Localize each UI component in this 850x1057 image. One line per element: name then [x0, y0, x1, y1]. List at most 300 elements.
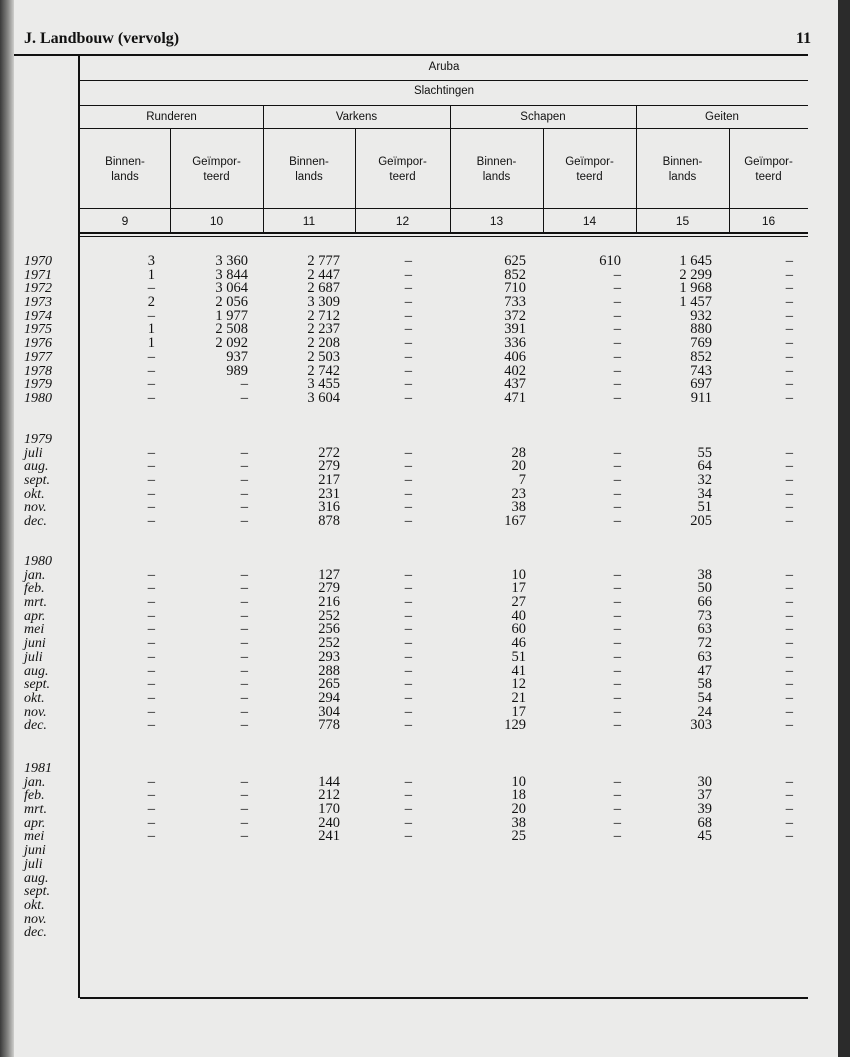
- cell-col-16: [729, 872, 808, 886]
- cell-col-10: [170, 858, 263, 872]
- subheader: Binnen- lands: [662, 156, 703, 183]
- row-label: feb.: [24, 788, 45, 804]
- cell-col-10: –: [240, 594, 248, 611]
- cell-col-10: –: [240, 635, 248, 652]
- cell-col-9: –: [147, 676, 155, 693]
- cell-col-12: –: [404, 676, 412, 693]
- row-label: juli: [24, 649, 43, 665]
- cell-col-12: –: [404, 266, 412, 283]
- cell-col-16: [729, 433, 808, 447]
- cell-col-14: –: [613, 485, 621, 502]
- cell-col-15: 45: [697, 828, 712, 845]
- cell-col-11: 3 455: [307, 376, 340, 393]
- cell-col-15: 911: [690, 389, 712, 406]
- row-label: feb.: [24, 581, 45, 597]
- row-label: dec.: [24, 514, 47, 530]
- cell-col-15: 743: [690, 362, 712, 379]
- cell-col-15: [636, 762, 729, 776]
- cell-col-12: –: [404, 648, 412, 665]
- cell-col-14: –: [613, 676, 621, 693]
- cell-col-10: –: [240, 566, 248, 583]
- cell-col-16: –: [785, 458, 793, 475]
- row-label: juli: [24, 856, 43, 872]
- section-title: J. Landbouw (vervolg): [24, 30, 180, 47]
- cell-col-16: [729, 913, 808, 927]
- cell-col-10: –: [240, 801, 248, 818]
- table-row: [22, 830, 808, 844]
- cell-col-13: 21: [511, 689, 526, 706]
- row-label: 1975: [24, 322, 52, 338]
- cell-col-13: 18: [511, 787, 526, 804]
- cell-col-11: [263, 762, 355, 776]
- cell-col-11: 212: [318, 787, 340, 804]
- cell-col-11: 265: [318, 676, 340, 693]
- cell-col-11: 240: [318, 814, 340, 831]
- cell-col-13: 27: [511, 594, 526, 611]
- table-row: [22, 648, 808, 665]
- cell-col-12: [355, 762, 450, 776]
- table-row: [22, 789, 808, 803]
- cell-col-9: –: [147, 580, 155, 597]
- cell-col-12: –: [404, 566, 412, 583]
- cell-col-15: [636, 555, 729, 569]
- cell-col-10: –: [240, 676, 248, 693]
- cell-col-12: –: [404, 280, 412, 297]
- row-label: aug.: [24, 870, 49, 886]
- cell-col-14: –: [613, 703, 621, 720]
- cell-col-11: 216: [318, 594, 340, 611]
- cell-col-15: 30: [697, 773, 712, 790]
- cell-col-11: [263, 858, 355, 872]
- cell-col-16: –: [785, 814, 793, 831]
- cell-col-12: –: [404, 335, 412, 352]
- cell-col-11: 170: [318, 801, 340, 818]
- cell-col-10: [170, 926, 263, 940]
- cell-col-14: [543, 858, 636, 872]
- cell-col-14: –: [613, 717, 621, 734]
- cell-col-14: –: [613, 513, 621, 530]
- page-number: 11: [796, 30, 812, 47]
- cell-col-11: 878: [318, 513, 340, 530]
- row-label: 1972: [24, 281, 52, 297]
- cell-col-11: [263, 872, 355, 886]
- cell-col-13: 28: [511, 444, 526, 461]
- cell-col-9: –: [147, 607, 155, 624]
- cell-col-15: [636, 913, 729, 927]
- cell-col-15: 2 299: [679, 266, 712, 283]
- subtitle-header: Slachtingen: [413, 85, 475, 97]
- cell-col-15: 303: [690, 717, 712, 734]
- row-label: okt.: [24, 690, 45, 706]
- table-row: [22, 623, 808, 637]
- row-label: juni: [24, 636, 46, 652]
- cell-col-15: [636, 926, 729, 940]
- cell-col-9: 1: [147, 321, 155, 338]
- cell-col-10: [170, 762, 263, 776]
- cell-col-16: –: [785, 348, 793, 365]
- table-row: [22, 607, 808, 624]
- cell-col-16: –: [785, 321, 793, 338]
- subheader: Binnen- lands: [105, 156, 145, 183]
- cell-col-14: –: [613, 294, 621, 311]
- cell-col-9: [80, 913, 170, 927]
- cell-col-9: 2: [147, 294, 155, 311]
- table-row: [22, 460, 808, 474]
- cell-col-16: –: [785, 389, 793, 406]
- cell-col-14: [543, 872, 636, 886]
- cell-col-11: [263, 926, 355, 940]
- row-label: 1978: [24, 363, 52, 379]
- cell-col-15: [636, 872, 729, 886]
- rule: [80, 80, 808, 81]
- cell-col-14: [543, 555, 636, 569]
- cell-col-11: 304: [318, 703, 340, 720]
- cell-col-9: –: [147, 703, 155, 720]
- cell-col-15: 852: [690, 348, 712, 365]
- cell-col-15: 1 457: [679, 294, 712, 311]
- cell-col-13: 852: [504, 266, 526, 283]
- column-number: 10: [209, 214, 224, 228]
- cell-col-14: [543, 899, 636, 913]
- row-label: dec.: [24, 925, 47, 941]
- cell-col-14: –: [613, 607, 621, 624]
- cell-col-9: [80, 762, 170, 776]
- cell-col-12: –: [404, 458, 412, 475]
- cell-col-11: 279: [318, 580, 340, 597]
- cell-col-16: –: [785, 362, 793, 379]
- cell-col-9: –: [147, 787, 155, 804]
- cell-col-15: 63: [697, 648, 712, 665]
- cell-col-14: –: [613, 814, 621, 831]
- cell-col-10: –: [240, 787, 248, 804]
- cell-col-10: [170, 899, 263, 913]
- row-label: dec.: [24, 718, 47, 734]
- cell-col-10: [170, 885, 263, 899]
- cell-col-12: –: [404, 321, 412, 338]
- cell-col-9: –: [147, 513, 155, 530]
- cell-col-9: 3: [147, 253, 155, 269]
- row-label: nov.: [24, 500, 47, 516]
- cell-col-9: –: [147, 566, 155, 583]
- cell-col-13: 12: [511, 676, 526, 693]
- cell-col-14: [543, 844, 636, 858]
- cell-col-10: –: [240, 648, 248, 665]
- cell-col-9: –: [147, 376, 155, 393]
- row-label: aug.: [24, 663, 49, 679]
- cell-col-15: 205: [690, 513, 712, 530]
- row-label: okt.: [24, 897, 45, 913]
- cell-col-11: 252: [318, 635, 340, 652]
- table-row: [22, 678, 808, 692]
- cell-col-12: [355, 844, 450, 858]
- cell-col-12: [355, 913, 450, 927]
- cell-col-16: [729, 926, 808, 940]
- cell-col-16: –: [785, 499, 793, 516]
- cell-col-13: 38: [511, 814, 526, 831]
- cell-col-14: –: [613, 458, 621, 475]
- cell-col-13: 437: [504, 376, 526, 393]
- cell-col-9: –: [147, 280, 155, 297]
- row-label: juli: [24, 445, 43, 461]
- cell-col-13: [450, 858, 543, 872]
- cell-col-12: [355, 858, 450, 872]
- cell-col-13: 40: [511, 607, 526, 624]
- cell-col-14: –: [613, 566, 621, 583]
- table-row: [22, 474, 808, 488]
- cell-col-12: –: [404, 689, 412, 706]
- row-label: sept.: [24, 884, 51, 900]
- cell-col-9: [80, 899, 170, 913]
- cell-col-11: 241: [318, 828, 340, 845]
- cell-col-9: [80, 885, 170, 899]
- subheader: Binnen- lands: [289, 156, 329, 183]
- cell-col-13: 51: [511, 648, 526, 665]
- cell-col-16: –: [785, 689, 793, 706]
- cell-col-11: 2 208: [307, 335, 340, 352]
- row-label: mei: [24, 622, 45, 638]
- cell-col-16: –: [785, 717, 793, 734]
- row-label: 1979: [24, 377, 52, 393]
- cell-col-13: [450, 872, 543, 886]
- group-header-geiten: Geiten: [705, 111, 739, 123]
- cell-col-15: [636, 858, 729, 872]
- cell-col-12: [355, 899, 450, 913]
- cell-col-13: [450, 913, 543, 927]
- cell-col-10: –: [240, 814, 248, 831]
- subheader: Geïmpor- teerd: [565, 156, 614, 183]
- cell-col-11: 778: [318, 717, 340, 734]
- cell-col-16: –: [785, 513, 793, 530]
- cell-col-13: [450, 926, 543, 940]
- column-number: 14: [582, 214, 597, 228]
- cell-col-16: –: [785, 253, 793, 269]
- rule-double: [80, 236, 808, 237]
- cell-col-12: [355, 555, 450, 569]
- cell-col-13: 336: [504, 335, 526, 352]
- cell-col-10: 2 092: [215, 335, 248, 352]
- cell-col-9: –: [147, 828, 155, 845]
- cell-col-13: 402: [504, 362, 526, 379]
- column-number: 9: [121, 214, 129, 228]
- cell-col-14: –: [613, 689, 621, 706]
- cell-col-14: –: [613, 335, 621, 352]
- cell-col-13: 60: [511, 621, 526, 638]
- cell-col-10: –: [240, 472, 248, 489]
- cell-col-9: [80, 926, 170, 940]
- table-row: [22, 814, 808, 831]
- cell-col-11: [263, 555, 355, 569]
- cell-col-15: 47: [697, 662, 712, 679]
- cell-col-9: –: [147, 362, 155, 379]
- table-row: [22, 485, 808, 502]
- group-header-varkens: Varkens: [335, 111, 378, 123]
- cell-col-10: 3 064: [215, 280, 248, 297]
- cell-col-15: 32: [697, 472, 712, 489]
- row-label: juni: [24, 843, 46, 859]
- table-row: [22, 872, 808, 886]
- cell-col-10: –: [240, 580, 248, 597]
- cell-col-10: –: [240, 444, 248, 461]
- row-label: 1979: [24, 432, 52, 447]
- cell-col-15: [636, 885, 729, 899]
- cell-col-16: –: [785, 648, 793, 665]
- cell-col-14: –: [613, 662, 621, 679]
- cell-col-9: –: [147, 348, 155, 365]
- cell-col-13: 23: [511, 485, 526, 502]
- table-row: [22, 885, 808, 899]
- cell-col-14: [543, 762, 636, 776]
- table-row: [22, 389, 808, 406]
- cell-col-11: 279: [318, 458, 340, 475]
- table-row: [22, 689, 808, 706]
- cell-col-10: –: [240, 621, 248, 638]
- yearly-block: [22, 255, 808, 406]
- cell-col-15: 39: [697, 801, 712, 818]
- cell-col-9: –: [147, 444, 155, 461]
- cell-col-14: –: [613, 801, 621, 818]
- cell-col-10: 989: [226, 362, 248, 379]
- table-row: [22, 803, 808, 817]
- cell-col-9: –: [147, 717, 155, 734]
- cell-col-12: –: [404, 307, 412, 324]
- cell-col-16: –: [785, 472, 793, 489]
- cell-col-9: –: [147, 458, 155, 475]
- table-row: [22, 858, 808, 872]
- cell-col-9: –: [147, 648, 155, 665]
- cell-col-14: –: [613, 376, 621, 393]
- cell-col-13: 372: [504, 307, 526, 324]
- table-row: [22, 913, 808, 927]
- cell-col-10: –: [240, 689, 248, 706]
- cell-col-11: 2 777: [307, 253, 340, 269]
- cell-col-9: –: [147, 814, 155, 831]
- cell-col-12: –: [404, 485, 412, 502]
- cell-col-13: 391: [504, 321, 526, 338]
- cell-col-14: –: [613, 828, 621, 845]
- column-number: 13: [489, 214, 504, 228]
- cell-col-11: 231: [318, 485, 340, 502]
- table-row: [22, 596, 808, 610]
- row-label: 1976: [24, 336, 52, 352]
- cell-col-11: 2 742: [307, 362, 340, 379]
- cell-col-16: –: [785, 580, 793, 597]
- cell-col-12: –: [404, 444, 412, 461]
- cell-col-15: 880: [690, 321, 712, 338]
- cell-col-16: –: [785, 635, 793, 652]
- row-label: mrt.: [24, 595, 47, 611]
- cell-col-15: 55: [697, 444, 712, 461]
- cell-col-10: [170, 913, 263, 927]
- group-header-runderen: Runderen: [146, 111, 197, 123]
- cell-col-11: [263, 844, 355, 858]
- cell-col-14: –: [613, 348, 621, 365]
- cell-col-14: –: [613, 266, 621, 283]
- cell-col-10: –: [240, 389, 248, 406]
- cell-col-15: 1 968: [679, 280, 712, 297]
- cell-col-12: –: [404, 828, 412, 845]
- cell-col-15: 50: [697, 580, 712, 597]
- monthly-block-1979: [22, 433, 808, 529]
- cell-col-12: –: [404, 594, 412, 611]
- cell-col-14: –: [613, 307, 621, 324]
- cell-col-10: 2 508: [215, 321, 248, 338]
- row-label: 1980: [24, 390, 52, 406]
- cell-col-16: –: [785, 335, 793, 352]
- cell-col-9: [80, 844, 170, 858]
- cell-col-14: –: [613, 773, 621, 790]
- cell-col-11: 2 687: [307, 280, 340, 297]
- row-label: aug.: [24, 459, 49, 475]
- cell-col-14: –: [613, 594, 621, 611]
- cell-col-12: –: [404, 499, 412, 516]
- cell-col-9: [80, 872, 170, 886]
- cell-col-11: 272: [318, 444, 340, 461]
- monthly-block-1980: [22, 555, 808, 733]
- table-row: [22, 515, 808, 529]
- cell-col-10: [170, 872, 263, 886]
- cell-col-9: [80, 433, 170, 447]
- cell-col-10: –: [240, 513, 248, 530]
- cell-col-13: 46: [511, 635, 526, 652]
- cell-col-10: 937: [226, 348, 248, 365]
- cell-col-14: –: [613, 635, 621, 652]
- cell-col-16: –: [785, 444, 793, 461]
- cell-col-9: 1: [147, 266, 155, 283]
- table-row: [22, 899, 808, 913]
- cell-col-12: –: [404, 580, 412, 597]
- cell-col-16: –: [785, 828, 793, 845]
- cell-col-15: 34: [697, 485, 712, 502]
- cell-col-16: –: [785, 307, 793, 324]
- cell-col-12: –: [404, 635, 412, 652]
- cell-col-15: [636, 433, 729, 447]
- cell-col-15: 769: [690, 335, 712, 352]
- rule: [80, 208, 808, 209]
- table-row: [22, 555, 808, 569]
- cell-col-9: –: [147, 801, 155, 818]
- cell-col-11: 2 712: [307, 307, 340, 324]
- cell-col-14: –: [613, 621, 621, 638]
- cell-col-15: 51: [697, 499, 712, 516]
- cell-col-13: 25: [511, 828, 526, 845]
- cell-col-10: 3 360: [215, 253, 248, 269]
- column-number: 16: [761, 214, 776, 228]
- cell-col-10: –: [240, 662, 248, 679]
- cell-col-15: 932: [690, 307, 712, 324]
- cell-col-13: 10: [511, 773, 526, 790]
- cell-col-9: –: [147, 594, 155, 611]
- row-label: okt.: [24, 486, 45, 502]
- cell-col-16: –: [785, 621, 793, 638]
- cell-col-15: 64: [697, 458, 712, 475]
- cell-col-10: [170, 555, 263, 569]
- cell-col-15: 54: [697, 689, 712, 706]
- cell-col-16: –: [785, 801, 793, 818]
- cell-col-16: –: [785, 773, 793, 790]
- cell-col-11: 293: [318, 648, 340, 665]
- cell-col-12: –: [404, 607, 412, 624]
- cell-col-14: –: [613, 444, 621, 461]
- cell-col-12: –: [404, 717, 412, 734]
- cell-col-11: 294: [318, 689, 340, 706]
- group-header-schapen: Schapen: [520, 111, 566, 123]
- cell-col-11: 144: [318, 773, 340, 790]
- cell-col-13: [450, 555, 543, 569]
- cell-col-11: [263, 913, 355, 927]
- cell-col-15: [636, 844, 729, 858]
- cell-col-12: [355, 872, 450, 886]
- cell-col-12: –: [404, 787, 412, 804]
